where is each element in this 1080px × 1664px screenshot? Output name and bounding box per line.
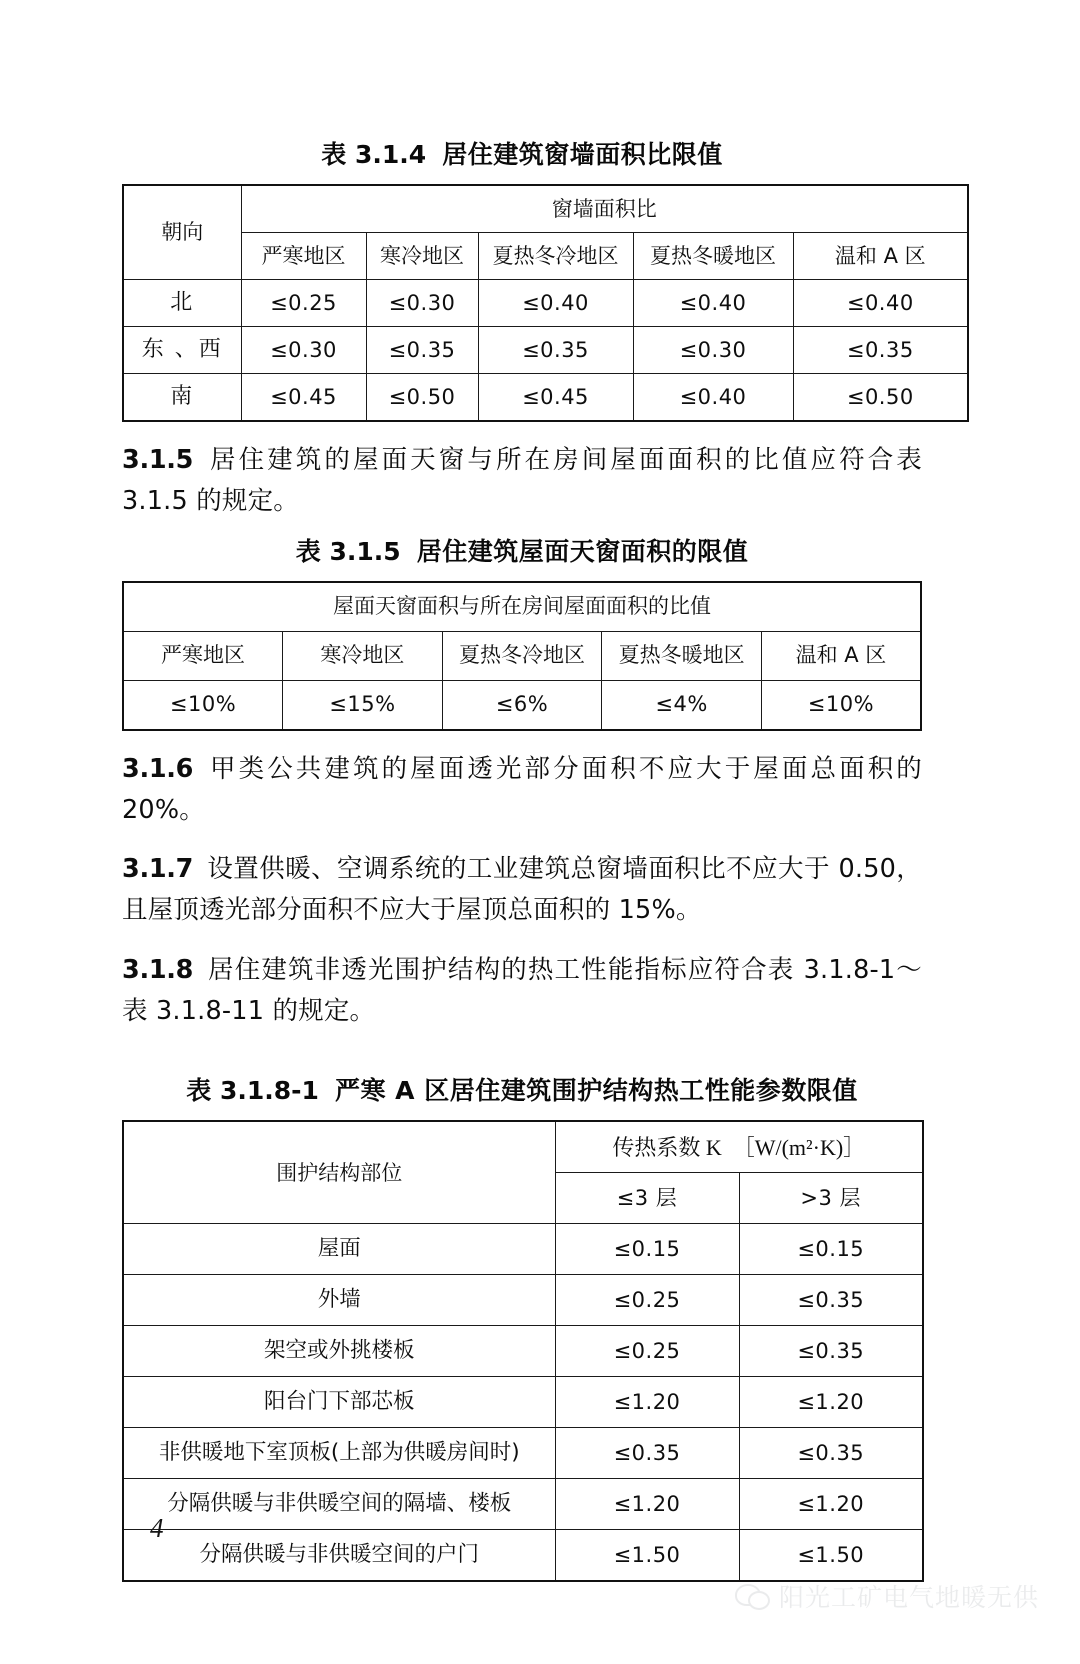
table-row — [123, 631, 921, 680]
table-row — [123, 280, 968, 327]
table-314-cell: ≤0.40 — [633, 374, 793, 422]
clause-316-number: 3.1.6 — [122, 753, 194, 784]
table-314-caption-number: 表 3.1.4 — [321, 140, 427, 169]
table-315-group-header: 屋面天窗面积与所在房间屋面面积的比值 — [123, 582, 921, 632]
table-3181-cell-le3: ≤1.50 — [555, 1530, 739, 1582]
table-314-orientation: 南 — [123, 374, 241, 422]
page-number: 4 — [150, 1513, 164, 1543]
table-314-cell: ≤0.40 — [633, 280, 793, 327]
table-3181-k-header — [555, 1121, 923, 1173]
clause-315-text: 居住建筑的屋面天窗与所在房间屋面面积的比值应符合表 3.1.5 的规定。 — [122, 445, 922, 517]
table-314-cell: ≤0.50 — [793, 374, 968, 422]
clause-317-number: 3.1.7 — [122, 854, 194, 885]
table-row — [123, 1479, 923, 1530]
table-314-cell: ≤0.35 — [793, 327, 968, 374]
table-row — [123, 680, 921, 730]
table-3181-part: 阳台门下部芯板 — [123, 1377, 555, 1428]
table-314-group-header: 窗墙面积比 — [241, 185, 968, 233]
table-314-cell: ≤0.35 — [366, 327, 478, 374]
table-315-zone-header: 温和 A 区 — [761, 631, 921, 680]
table-314-cell: ≤0.35 — [478, 327, 633, 374]
table-3181-subheader-le3: ≤3 层 — [555, 1173, 739, 1224]
clause-317 — [122, 849, 922, 932]
table-314-corner-header: 朝向 — [123, 185, 241, 280]
table-row — [123, 582, 921, 632]
table-314-zone-header: 温和 A 区 — [793, 233, 968, 280]
table-315-zone-header: 夏热冬冷地区 — [442, 631, 602, 680]
table-row — [123, 1275, 923, 1326]
table-3181-part: 分隔供暖与非供暖空间的隔墙、楼板 — [123, 1479, 555, 1530]
table-314-cell: ≤0.45 — [478, 374, 633, 422]
table-314-caption-title: 居住建筑窗墙面积比限值 — [442, 140, 723, 169]
table-314-caption — [122, 140, 922, 170]
table-314-cell: ≤0.30 — [241, 327, 366, 374]
table-3181-part: 非供暖地下室顶板(上部为供暖房间时) — [123, 1428, 555, 1479]
table-3181-cell-gt3: ≤0.35 — [739, 1275, 923, 1326]
clause-317-text: 设置供暖、空调系统的工业建筑总窗墙面积比不应大于 0.50，且屋顶透光部分面积不应大于屋顶总面积的 15%。 — [122, 854, 922, 926]
table-314-zone-header: 严寒地区 — [241, 233, 366, 280]
table-314-cell: ≤0.50 — [366, 374, 478, 422]
table-314-zone-header: 寒冷地区 — [366, 233, 478, 280]
table-315-cell: ≤6% — [442, 680, 602, 730]
wechat-icon — [735, 1582, 769, 1610]
table-315-zone-header: 严寒地区 — [123, 631, 283, 680]
table-row — [123, 1530, 923, 1582]
table-315-caption-number: 表 3.1.5 — [295, 536, 401, 566]
table-3181-caption — [122, 1076, 922, 1106]
watermark — [735, 1578, 1039, 1614]
table-row — [123, 1377, 923, 1428]
table-315-cell: ≤15% — [283, 680, 443, 730]
table-315 — [122, 581, 922, 731]
table-3181-cell-gt3: ≤0.35 — [739, 1428, 923, 1479]
table-314-orientation: 东 、西 — [123, 327, 241, 374]
table-3181-cell-gt3: ≤0.15 — [739, 1224, 923, 1275]
table-row — [123, 374, 968, 422]
table-3181-cell-le3: ≤1.20 — [555, 1377, 739, 1428]
table-3181-subheader-gt3: >3 层 — [739, 1173, 923, 1224]
table-314 — [122, 184, 969, 422]
table-314-orientation: 北 — [123, 280, 241, 327]
table-3181-part: 架空或外挑楼板 — [123, 1326, 555, 1377]
table-3181-cell-gt3: ≤1.50 — [739, 1530, 923, 1582]
table-3181-cell-le3: ≤0.35 — [555, 1428, 739, 1479]
table-314-cell: ≤0.30 — [633, 327, 793, 374]
table-row — [123, 1224, 923, 1275]
table-3181-cell-gt3: ≤1.20 — [739, 1377, 923, 1428]
table-314-cell: ≤0.45 — [241, 374, 366, 422]
table-3181-part: 屋面 — [123, 1224, 555, 1275]
table-314-cell: ≤0.25 — [241, 280, 366, 327]
table-3181-part-header: 围护结构部位 — [123, 1121, 555, 1224]
table-3181 — [122, 1120, 924, 1582]
table-row — [123, 327, 968, 374]
watermark-text: 阳光工矿电气地暖无供 — [779, 1583, 1040, 1612]
table-3181-cell-le3: ≤0.25 — [555, 1275, 739, 1326]
table-315-zone-header: 夏热冬暖地区 — [602, 631, 762, 680]
table-3181-caption-number: 表 3.1.8-1 — [186, 1076, 319, 1106]
table-314-zone-header: 夏热冬暖地区 — [633, 233, 793, 280]
table-3181-cell-gt3: ≤1.20 — [739, 1479, 923, 1530]
page-content — [122, 140, 926, 1582]
table-315-zone-header: 寒冷地区 — [283, 631, 443, 680]
table-3181-cell-le3: ≤0.25 — [555, 1326, 739, 1377]
table-3181-cell-le3: ≤0.15 — [555, 1224, 739, 1275]
clause-316 — [122, 749, 922, 832]
clause-318-text: 居住建筑非透光围护结构的热工性能指标应符合表 3.1.8-1～表 3.1.8-11 的规定。 — [122, 954, 922, 1027]
table-314-cell: ≤0.40 — [793, 280, 968, 327]
table-3181-k-unit: ［W/(m²·K)］ — [732, 1134, 866, 1160]
clause-315-number: 3.1.5 — [122, 445, 194, 475]
clause-315 — [122, 440, 922, 523]
table-row — [123, 1428, 923, 1479]
table-3181-cell-gt3: ≤0.35 — [739, 1326, 923, 1377]
table-row — [123, 1121, 923, 1173]
table-315-cell: ≤4% — [602, 680, 762, 730]
table-315-cell: ≤10% — [123, 680, 283, 730]
clause-316-text: 甲类公共建筑的屋面透光部分面积不应大于屋面总面积的 20%。 — [122, 753, 922, 825]
table-3181-part: 分隔供暖与非供暖空间的户门 — [123, 1530, 555, 1582]
table-315-caption-title: 居住建筑屋面天窗面积的限值 — [416, 536, 749, 566]
table-row — [123, 233, 968, 280]
table-row — [123, 1326, 923, 1377]
table-3181-cell-le3: ≤1.20 — [555, 1479, 739, 1530]
table-315-caption — [122, 537, 922, 567]
clause-318-number: 3.1.8 — [122, 954, 194, 985]
table-3181-k-label: 传热系数 K — [612, 1134, 722, 1160]
table-315-cell: ≤10% — [761, 680, 921, 730]
table-row — [123, 185, 968, 233]
clause-318 — [122, 950, 922, 1033]
table-314-zone-header: 夏热冬冷地区 — [478, 233, 633, 280]
table-3181-part: 外墙 — [123, 1275, 555, 1326]
table-314-cell: ≤0.30 — [366, 280, 478, 327]
table-3181-caption-title: 严寒 A 区居住建筑围护结构热工性能参数限值 — [334, 1076, 858, 1106]
table-314-cell: ≤0.40 — [478, 280, 633, 327]
